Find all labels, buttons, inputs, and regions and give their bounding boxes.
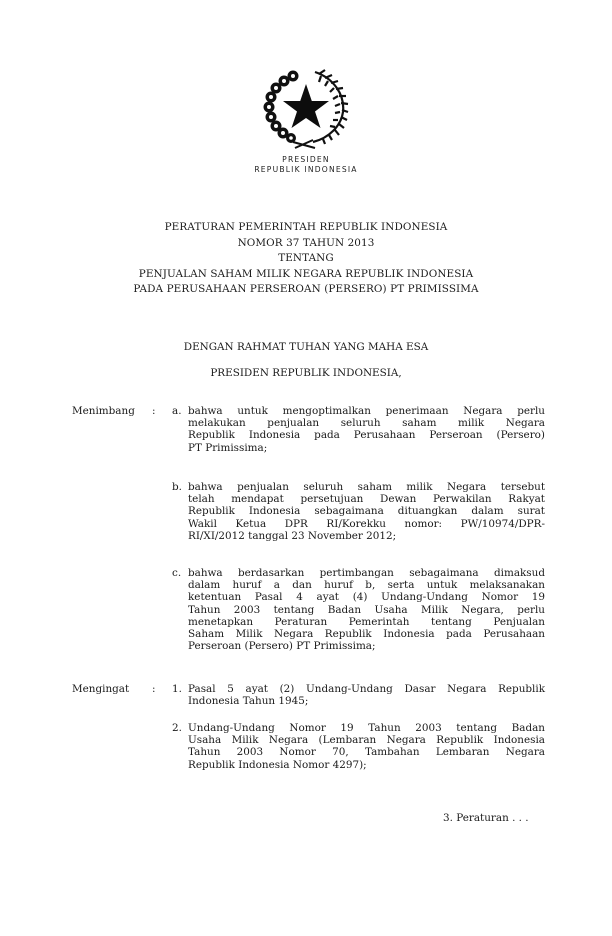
text-line: PT Primissima; — [188, 441, 268, 454]
text-line: Wakil Ketua DPR RI/Korekku nomor: PW/10974/DPR- — [188, 517, 545, 530]
text-line: RI/XI/2012 tanggal 23 November 2012; — [188, 529, 397, 542]
text-line: Republik Indonesia Nomor 4297); — [188, 758, 367, 771]
text-line: Saham Milik Negara Republik Indonesia pada Perusahaan — [188, 628, 545, 641]
text-line: melakukan penjualan seluruh saham milik Negara — [188, 417, 545, 430]
text-line: bahwa untuk mengoptimalkan penerimaan Negara perlu — [188, 405, 545, 417]
item-text — [188, 683, 545, 707]
page-continuation-marker: 3. Peraturan . . . — [443, 812, 529, 824]
title-line-number: NOMOR 37 TAHUN 2013 — [237, 236, 375, 249]
item-marker: 1. — [172, 683, 182, 695]
text-line: telah mendapat persetujuan Dewan Perwakilan Rakyat — [188, 493, 545, 506]
text-line: dalam huruf a dan huruf b, serta untuk melaksanakan — [188, 579, 545, 592]
item-text — [188, 405, 545, 454]
garuda-star-emblem-icon — [263, 66, 349, 150]
text-line: Indonesia Tahun 1945; — [188, 695, 309, 708]
text-line: Undang-Undang Nomor 19 Tahun 2003 tentang Badan — [188, 722, 545, 734]
text-line: Usaha Milik Negara (Lembaran Negara Republik Indonesia — [188, 734, 545, 747]
item-text — [188, 567, 545, 652]
text-line: Perseroan (Persero) PT Primissima; — [188, 640, 376, 653]
title-line-subject-2: PADA PERUSAHAAN PERSEROAN (PERSERO) PT PRIMISSIMA — [133, 283, 479, 296]
text-line: ketentuan Pasal 4 ayat (4) Undang-Undang Nomor 19 — [188, 591, 545, 604]
text-line: bahwa penjualan seluruh saham milik Negara tersebut — [188, 481, 545, 493]
regulation-title — [0, 220, 612, 298]
invocation-line: DENGAN RAHMAT TUHAN YANG MAHA ESA — [183, 341, 429, 353]
issuer-line: PRESIDEN REPUBLIK INDONESIA, — [210, 367, 402, 379]
text-line: bahwa berdasarkan pertimbangan sebagaimana dimaksud — [188, 567, 545, 579]
item-text — [188, 481, 545, 542]
text-line: Republik Indonesia sebagaimana dituangkan dalam surat — [188, 505, 545, 518]
section-label-menimbang: Menimbang — [72, 405, 135, 417]
section-colon: : — [152, 683, 156, 695]
text-line: Tahun 2003 tentang Badan Usaha Milik Negara, perlu — [188, 603, 545, 616]
item-marker: c. — [172, 567, 182, 579]
item-marker: b. — [172, 481, 182, 493]
text-line: Pasal 5 ayat (2) Undang-Undang Dasar Negara Republik — [188, 683, 545, 695]
presidential-emblem — [263, 66, 349, 150]
item-marker: 2. — [172, 722, 182, 734]
title-line-regulation-type: PERATURAN PEMERINTAH REPUBLIK INDONESIA — [164, 221, 448, 233]
item-text — [188, 722, 545, 771]
text-line: Republik Indonesia pada Perusahaan Perseroan (Persero) — [188, 429, 545, 442]
item-marker: a. — [172, 405, 182, 417]
title-line-subject-1: PENJUALAN SAHAM MILIK NEGARA REPUBLIK INDONESIA — [138, 267, 474, 280]
text-line: Tahun 2003 Nomor 70, Tambahan Lembaran Negara — [188, 746, 545, 759]
office-line-presiden: PRESIDEN — [282, 155, 330, 164]
text-line: menetapkan Peraturan Pemerintah tentang Penjualan — [188, 615, 545, 628]
title-line-tentang: TENTANG — [278, 252, 334, 265]
section-colon: : — [152, 405, 156, 417]
office-line-republik-indonesia: REPUBLIK INDONESIA — [254, 165, 358, 174]
section-label-mengingat: Mengingat — [72, 683, 130, 695]
